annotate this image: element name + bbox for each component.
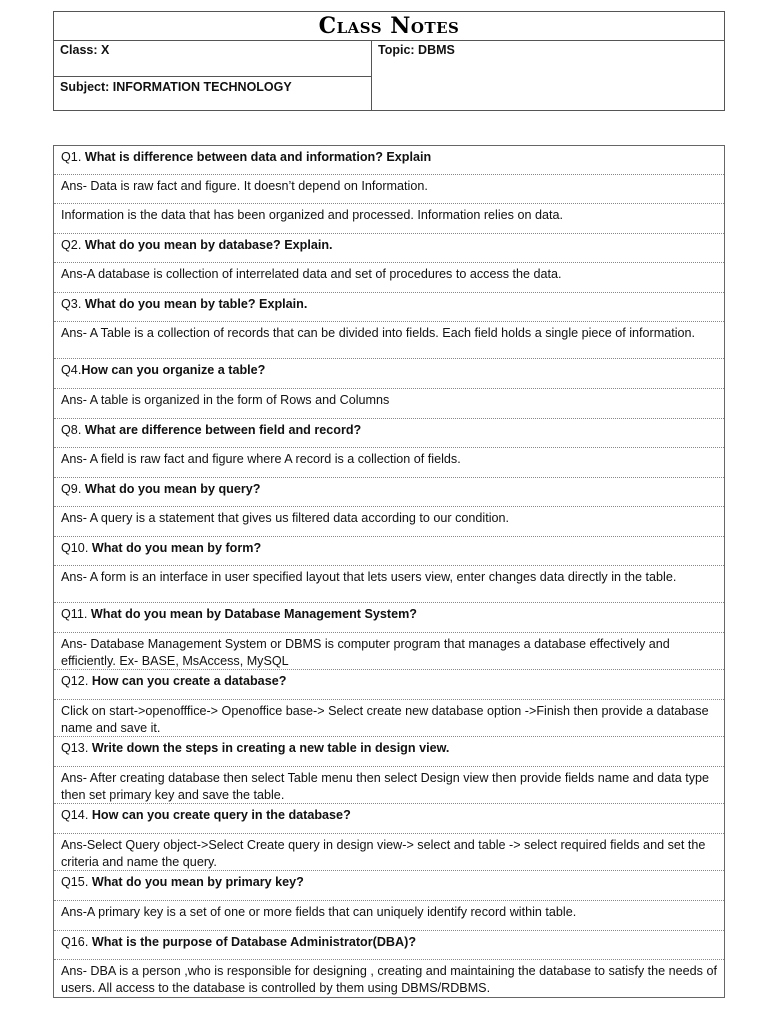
answer-text: Ans- A Table is a collection of records that can be divided into fields. Each field holds a single piece of information. — [61, 326, 696, 340]
question-separator: . — [84, 808, 92, 822]
answer-text: Ans- A query is a statement that gives us filtered data according to our condition. — [61, 511, 510, 525]
answer-text: Ans-Select Query object->Select Create query in design view-> select and table -> select required fields and set the criteria and name the query. — [61, 838, 706, 869]
subject-cell: Subject: INFORMATION TECHNOLOGY — [54, 77, 372, 111]
question-number: Q14 — [61, 808, 85, 822]
question-separator: . — [84, 875, 92, 889]
question-number: Q9 — [61, 482, 78, 496]
class-cell: Class: X — [54, 41, 372, 77]
question-number: Q1 — [61, 150, 78, 164]
title-row — [54, 12, 724, 41]
question-text: How can you create a database? — [91, 674, 287, 688]
question-row — [54, 537, 724, 566]
answer-row — [54, 901, 724, 931]
question-separator: . — [84, 741, 92, 755]
question-row — [54, 146, 724, 175]
question-separator: . — [77, 423, 85, 437]
answer-row — [54, 263, 724, 293]
question-number: Q10 — [61, 541, 85, 555]
answer-row — [54, 767, 724, 804]
question-text: What are difference between field and record? — [84, 423, 362, 437]
answer-text: Information is the data that has been organized and processed. Information relies on data. — [61, 208, 563, 222]
answer-text: Ans-A primary key is a set of one or more fields that can uniquely identify record within table. — [61, 905, 577, 919]
question-row — [54, 737, 724, 767]
question-row — [54, 603, 724, 633]
answer-text: Click on start->openofffice-> Openoffice base-> Select create new database option ->Finish then provide a database name and save it. — [61, 704, 709, 735]
header-table — [53, 11, 725, 111]
page-title: Class Notes — [318, 13, 460, 39]
question-number: Q3 — [61, 297, 78, 311]
answer-row — [54, 960, 724, 997]
answer-text: Ans- After creating database then select Table menu then select Design view then provide fields name and data type then set primary key and save the table. — [61, 771, 710, 802]
question-separator: . — [84, 674, 92, 688]
question-separator: . — [77, 238, 85, 252]
question-text: What do you mean by primary key? — [91, 875, 304, 889]
question-separator: . — [77, 363, 82, 377]
topic-cell: Topic: DBMS — [378, 43, 455, 57]
answer-row — [54, 322, 724, 359]
question-row — [54, 359, 724, 389]
question-separator: . — [84, 541, 92, 555]
question-text: What do you mean by query? — [84, 482, 261, 496]
question-number: Q11 — [61, 607, 84, 621]
answer-row — [54, 389, 724, 419]
question-text: Write down the steps in creating a new table in design view. — [91, 741, 450, 755]
answer-text: Ans- A form is an interface in user specified layout that lets users view, enter changes data directly in the table. — [61, 570, 677, 584]
question-row — [54, 293, 724, 322]
question-text: What do you mean by Database Management System? — [90, 607, 417, 621]
question-number: Q2 — [61, 238, 78, 252]
answer-text: Ans-A database is collection of interrelated data and set of procedures to access the data. — [61, 267, 562, 281]
question-number: Q16 — [61, 935, 85, 949]
question-number: Q4 — [61, 363, 78, 377]
question-row — [54, 478, 724, 507]
question-text: What is difference between data and information? Explain — [84, 150, 432, 164]
answer-row — [54, 448, 724, 478]
question-number: Q15 — [61, 875, 85, 889]
question-separator: . — [83, 607, 91, 621]
answer-row — [54, 175, 724, 204]
question-number: Q8 — [61, 423, 78, 437]
question-text: How can you organize a table? — [81, 363, 266, 377]
answer-row — [54, 566, 724, 603]
question-number: Q12 — [61, 674, 85, 688]
question-separator: . — [84, 935, 92, 949]
question-separator: . — [77, 482, 85, 496]
question-separator: . — [77, 150, 85, 164]
header-grid — [54, 41, 724, 111]
answer-row — [54, 204, 724, 234]
question-row — [54, 419, 724, 448]
answer-text: Ans- A field is raw fact and figure where A record is a collection of fields. — [61, 452, 461, 466]
answer-text: Ans- A table is organized in the form of Rows and Columns — [61, 393, 390, 407]
answer-row — [54, 834, 724, 871]
answer-text: Ans- DBA is a person ,who is responsible for designing , creating and maintaining the database to satisfy the needs of users. All access to the database is controlled by them using DBMS/RDBMS. — [61, 964, 717, 995]
qa-table — [53, 145, 725, 998]
question-text: What do you mean by table? Explain. — [84, 297, 308, 311]
answer-row — [54, 700, 724, 737]
question-text: What do you mean by form? — [91, 541, 262, 555]
answer-text: Ans- Data is raw fact and figure. It doesn’t depend on Information. — [61, 179, 428, 193]
answer-row — [54, 507, 724, 537]
question-separator: . — [77, 297, 85, 311]
question-row — [54, 234, 724, 263]
question-text: What do you mean by database? Explain. — [84, 238, 333, 252]
answer-row — [54, 633, 724, 670]
question-row — [54, 670, 724, 700]
question-text: How can you create query in the database? — [91, 808, 351, 822]
question-number: Q13 — [61, 741, 85, 755]
answer-text: Ans- Database Management System or DBMS is computer program that manages a database effectively and efficiently. Ex- BASE, MsAccess, MySQL — [61, 637, 670, 668]
question-row — [54, 804, 724, 834]
question-text: What is the purpose of Database Administrator(DBA)? — [91, 935, 417, 949]
question-row — [54, 931, 724, 960]
question-row — [54, 871, 724, 901]
